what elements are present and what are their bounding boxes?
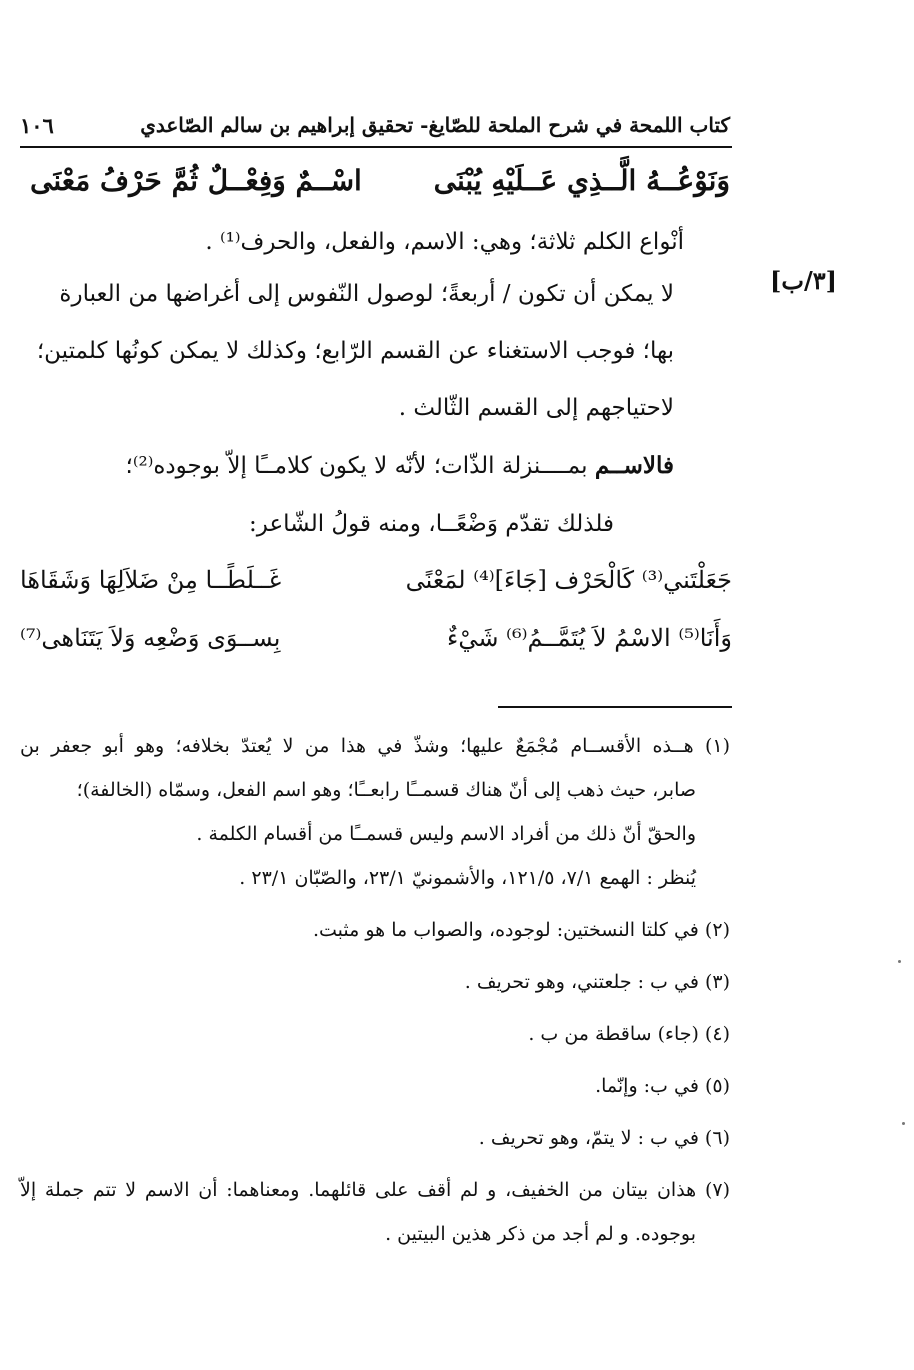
paragraph-line: لا يمكن أن تكون / أربعةً؛ لوصول النّفوس إلى أغراضها من العبارة xyxy=(59,281,674,307)
footnote-6 xyxy=(20,1116,730,1160)
footnote-line: (١) هــذه الأقســام مُجْمَعٌ عليها؛ وشذّ في هذا من لا يُعتدّ بخلافه؛ وهو أبو جعفر بن xyxy=(20,735,730,757)
footnote-line: (٦) في ب : لا يتمّ، وهو تحريف . xyxy=(478,1127,730,1149)
poem-line-1 xyxy=(20,560,732,600)
running-head xyxy=(20,108,730,142)
verse-hemistich-left: اسْــمٌ وَفِعْــلٌ ثُمَّ حَرْفُ مَعْنَى xyxy=(30,163,362,197)
footnote-2 xyxy=(20,908,730,952)
footnote-line: (٤) (جاء) ساقطة من ب . xyxy=(528,1023,730,1045)
footnote-5 xyxy=(20,1064,730,1108)
footnotes xyxy=(20,724,730,1256)
paragraph-why-three xyxy=(20,266,674,437)
poem-hemistich-left: غَــلَطًــا مِنْ ضَلاَلِهَا وَشَقَاهَا xyxy=(20,566,282,594)
poem-hemistich-left: بِســوَى وَضْعِه وَلاَ يَتَنَاهى⁽⁷⁾ xyxy=(20,624,281,652)
paragraph-line: لاحتياجهم إلى القسم الثّالث . xyxy=(398,395,674,421)
paragraph-line: بها؛ فوجب الاستغناء عن القسم الرّابع؛ وكذلك لا يمكن كونُها كلمتين؛ xyxy=(36,338,674,364)
footnote-line: (٣) في ب : جلعتني، وهو تحريف . xyxy=(464,971,730,993)
paragraph-text: بمــــنزلة الذّات؛ لأنّه لا يكون كلامــًا إلاّ بوجوده⁽²⁾؛ xyxy=(125,453,595,479)
footnote-7 xyxy=(20,1168,730,1256)
verse-hemistich-right: وَنَوْعُــهُ الَّــذِي عَــلَيْهِ يُبْنَى xyxy=(433,163,730,197)
verse-heading xyxy=(30,156,730,204)
footnote-separator xyxy=(498,706,732,708)
footnote-line: (٧) هذان بيتان من الخفيف، و لم أقف على قائلهما. ومعناهما: أن الاسم لا تتم جملة إلاّ xyxy=(20,1179,730,1201)
poem-hemistich-right: وَأَنَا⁽⁵⁾ الاسْمُ لاَ يُتَمَّــمُ⁽⁶⁾ شَيْءٌ xyxy=(447,624,732,652)
paragraph-kinds-of-words: أنْواع الكلم ثلاثة؛ وهي: الاسم، والفعل، والحرف⁽¹⁾ . xyxy=(205,229,684,255)
footnote-line: (٢) في كلتا النسختين: لوجوده، والصواب ما هو مثبت. xyxy=(312,919,730,941)
footnote-line: يُنظر : الهمع ٧/١، ١٢١/٥، والأشمونيّ ٢٣/١، والصّبّان ٢٣/١ . xyxy=(239,867,696,889)
footnote-line: صابر، حيث ذهب إلى أنّ هناك قسمــًا رابعــًا؛ وهو اسم الفعل، وسمّاه (الخالفة)؛ xyxy=(76,779,696,801)
footnote-4 xyxy=(20,1012,730,1056)
manuscript-folio-ref: [٣/ب] xyxy=(770,266,837,295)
footnote-line: بوجوده. و لم أجد من ذكر هذين البيتين . xyxy=(385,1223,696,1245)
paragraph-lead-word: فالاســم xyxy=(594,452,674,479)
footnote-line: (٥) في ب: وإنّما. xyxy=(595,1075,730,1097)
poem-line-2 xyxy=(20,618,732,658)
header-rule xyxy=(20,146,732,148)
scan-speck xyxy=(898,960,901,963)
footnote-line: والحقّ أنّ ذلك من أفراد الاسم وليس قسمــًا من أقسام الكلمة . xyxy=(196,823,696,845)
scan-speck xyxy=(902,1122,905,1125)
footnote-3 xyxy=(20,960,730,1004)
paragraph-noun-essence xyxy=(20,437,674,495)
running-head-title: كتاب اللمحة في شرح الملحة للصّايغ- تحقيق إبراهيم بن سالم الصّاعدي xyxy=(140,113,730,137)
paragraph-poet-intro: فلذلك تقدّم وَضْعًــا، ومنه قولُ الشّاعر: xyxy=(249,511,614,537)
poem-hemistich-right: جَعَلْتَني⁽³⁾ كَالْحَرْف [جَاءَ]⁽⁴⁾ لمَعْنًى xyxy=(405,566,732,594)
footnote-1 xyxy=(20,724,730,900)
page-number: ١٠٦ xyxy=(20,112,54,138)
